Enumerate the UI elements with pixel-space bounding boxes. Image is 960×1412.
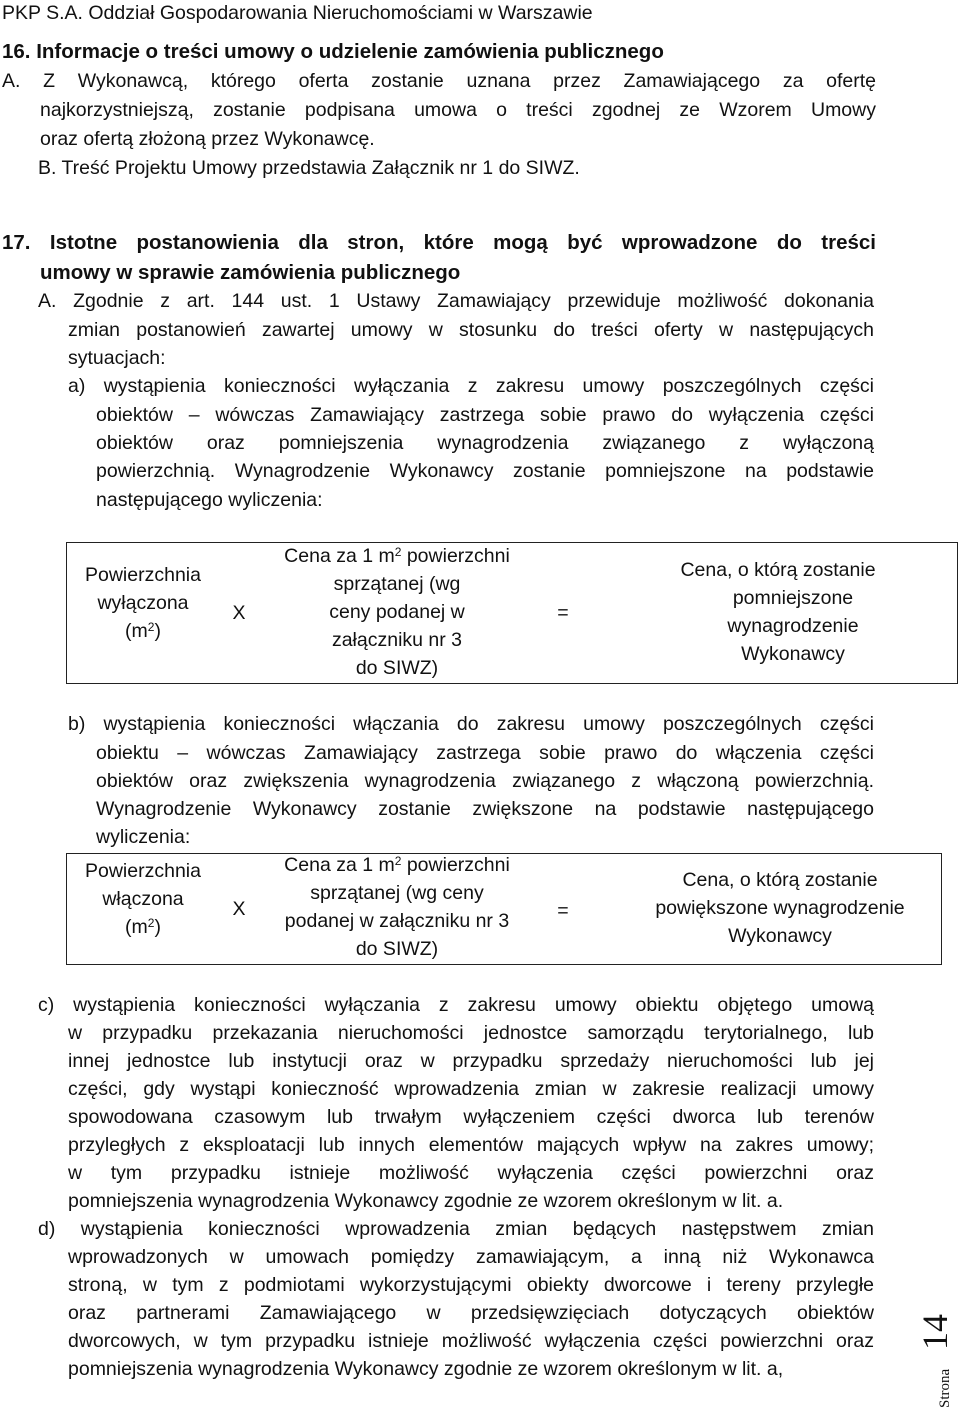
section-17-title-cont: umowy w sprawie zamówienia publicznego bbox=[40, 261, 461, 284]
text-line: c) wystąpienia konieczności wyłączania z zakresu umowy obiektu objętego umową bbox=[38, 994, 874, 1016]
text-line: przyległych z eksploatacji lub innych elementów mających wpływ na zakres umowy; bbox=[68, 1134, 874, 1156]
formula-1-area: Powierzchnia wyłączona $(m^2)$ bbox=[85, 564, 201, 642]
formula-2-result: Cena, o którą zostanie powiększone wynagrodzenie Wykonawcy bbox=[655, 869, 905, 947]
text-line: obiektów oraz zwiększenia wynagrodzenia związanego z włączoną powierzchnią. bbox=[96, 770, 874, 792]
text-line: powierzchnią. Wynagrodzenie Wykonawcy zostanie pomniejszone na podstawie bbox=[96, 460, 874, 482]
text-line: dworcowych, w tym przypadku istnieje możliwość wyłączenia części powierzchni oraz bbox=[68, 1330, 874, 1352]
section-16-title: 16. Informacje o treści umowy o udzielenie zamówienia publicznego bbox=[2, 40, 664, 63]
text-line: b) wystąpienia konieczności włączania do zakresu umowy poszczególnych części bbox=[68, 713, 874, 735]
section-16-b: B. Treść Projektu Umowy przedstawia Załącznik nr 1 do SIWZ. bbox=[38, 157, 580, 179]
text-line: wyliczenia: bbox=[96, 826, 191, 848]
text-line: d) wystąpienia konieczności wprowadzenia zmian będących następstwem zmian bbox=[38, 1218, 874, 1240]
text-line: spowodowana czasowym lub trwałym wyłączeniem części dworca lub terenów bbox=[68, 1106, 874, 1128]
document-header: PKP S.A. Oddział Gospodarowania Nieruchomościami w Warszawie bbox=[2, 2, 593, 24]
text-line: pomniejszenia wynagrodzenia Wykonawcy zgodnie ze wzorem określonym w lit. a. bbox=[68, 1190, 784, 1212]
equals-sign: = bbox=[557, 602, 569, 624]
page-number-label: Strona bbox=[937, 1368, 953, 1408]
text-line: części, gdy wystąpi konieczność wprowadzenia zmian w zakresie realizacji umowy bbox=[68, 1078, 874, 1100]
text-line: oraz ofertą złożoną przez Wykonawcę. bbox=[40, 128, 375, 150]
text-line: stroną, w tym z podmiotami wykorzystującymi obiekty dworcowe i tereny przyległe bbox=[68, 1274, 874, 1296]
text-line: Wynagrodzenie Wykonawcy zostanie zwiększone na podstawie następującego bbox=[96, 798, 874, 820]
equals-sign: = bbox=[557, 900, 569, 922]
section-17-title: 17. Istotne postanowienia dla stron, które mogą być wprowadzone do treści bbox=[2, 231, 876, 254]
formula-2-price: Cena za 1 $m^2$ powierzchni sprzątanej (wg ceny podanej w załączniku nr 3 do SIWZ) bbox=[284, 854, 510, 960]
page-number-value: 14 bbox=[915, 1314, 955, 1350]
text-line: w przypadku przekazania nieruchomości jednostce samorządu terytorialnego, lub bbox=[68, 1022, 874, 1044]
multiply-sign: X bbox=[232, 898, 246, 920]
text-line: wprowadzonych w umowach pomiędzy zamawiającym, a inną niż Wykonawca bbox=[68, 1246, 874, 1268]
text-line: obiektów oraz pomniejszenia wynagrodzenia związanego z wyłączoną bbox=[96, 432, 874, 454]
text-line: oraz partnerami Zamawiającego w przedsięwzięciach dotyczących obiektów bbox=[68, 1302, 874, 1324]
text-line: A. Zgodnie z art. 144 ust. 1 Ustawy Zamawiający przewiduje możliwość dokonania bbox=[38, 290, 874, 312]
text-line: w tym przypadku istnieje możliwość wyłączenia części powierzchni oraz bbox=[68, 1162, 874, 1184]
text-line: zmian postanowień zawartej umowy w stosunku do treści oferty w następujących bbox=[68, 319, 874, 341]
text-line: a) wystąpienia konieczności wyłączania z zakresu umowy poszczególnych części bbox=[68, 375, 874, 397]
text-line: następującego wyliczenia: bbox=[96, 489, 323, 511]
text-line: obiektu – wówczas Zamawiający zastrzega sobie prawo do włączenia części bbox=[96, 742, 874, 764]
text-line: innej jednostce lub instytucji oraz w przypadku sprzedaży nieruchomości lub jej bbox=[68, 1050, 874, 1072]
page-number bbox=[915, 1278, 958, 1408]
text-line: obiektów – wówczas Zamawiający zastrzega sobie prawo do wyłączenia części bbox=[96, 404, 874, 426]
formula-1-result: Cena, o którą zostanie pomniejszone wynagrodzenie Wykonawcy bbox=[680, 559, 876, 665]
formula-2-area: Powierzchnia włączona $(m^2)$ bbox=[85, 860, 201, 938]
text-line: najkorzystniejszą, zostanie podpisana umowa o treści zgodnej ze Wzorem Umowy bbox=[40, 99, 876, 121]
text-line: pomniejszenia wynagrodzenia Wykonawcy zgodnie ze wzorem określonym w lit. a, bbox=[68, 1358, 784, 1380]
text-line: A. Z Wykonawcą, którego oferta zostanie uznana przez Zamawiającego za ofertę bbox=[2, 70, 876, 92]
text-line: sytuacjach: bbox=[68, 347, 166, 369]
multiply-sign: X bbox=[232, 602, 246, 624]
formula-1-price: Cena za 1 $m^2$ powierzchni sprzątanej (wg ceny podanej w załączniku nr 3 do SIWZ) bbox=[284, 545, 510, 679]
